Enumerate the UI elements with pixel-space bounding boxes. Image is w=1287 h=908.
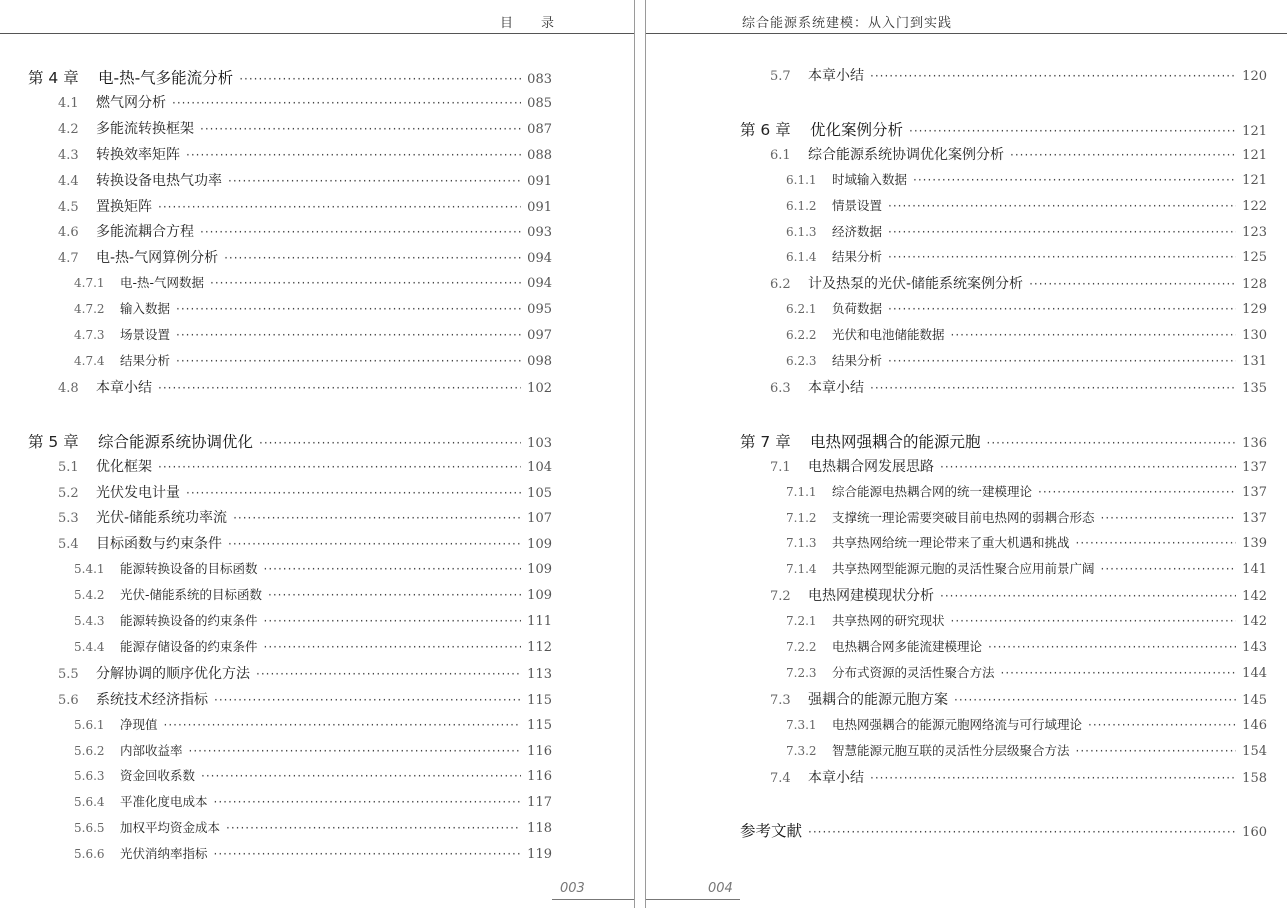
- toc-subsection-entry[interactable]: [786, 351, 1267, 371]
- toc-entry-page: 139: [1242, 536, 1267, 552]
- toc-entry-page: 085: [527, 95, 552, 111]
- toc-entry-page: 130: [1242, 328, 1267, 344]
- toc-section-entry[interactable]: [58, 170, 552, 190]
- toc-entry-number: 7.2.3: [786, 665, 817, 680]
- toc-entry-title: 结果分析: [120, 352, 171, 368]
- toc-section-entry[interactable]: [58, 663, 552, 683]
- toc-entry-title: 时域输入数据: [832, 171, 908, 187]
- toc-entry-number: 4.4: [58, 173, 79, 189]
- toc-entry-title: 支撑统一理论需要突破目前电热网的弱耦合形态: [832, 509, 1095, 525]
- toc-entry-page: 160: [1242, 825, 1267, 841]
- toc-entry-page: 128: [1242, 277, 1267, 293]
- toc-leader-dots: [228, 537, 521, 551]
- toc-entry-number: 6.2: [770, 277, 791, 293]
- toc-entry-number: 6.2.2: [786, 328, 817, 343]
- toc-leader-dots: [1029, 277, 1236, 291]
- toc-entry-number: 5.2: [58, 485, 79, 501]
- toc-subsection-entry[interactable]: [74, 741, 552, 761]
- toc-section-entry[interactable]: [58, 144, 552, 164]
- toc-leader-dots: [909, 124, 1236, 138]
- toc-section-entry[interactable]: [58, 247, 552, 267]
- toc-leader-dots: [1038, 485, 1236, 499]
- toc-subsection-entry[interactable]: [786, 482, 1267, 502]
- toc-subsection-entry[interactable]: [786, 325, 1267, 345]
- toc-entry-number: 6.2.1: [786, 302, 817, 317]
- toc-entry-page: 104: [527, 459, 552, 475]
- toc-entry-page: 154: [1242, 743, 1267, 759]
- toc-entry-page: 136: [1242, 435, 1267, 451]
- left-folio: 003: [560, 881, 585, 896]
- toc-leader-dots: [888, 354, 1236, 368]
- toc-subsection-entry[interactable]: [74, 611, 552, 631]
- toc-subsection-entry[interactable]: [74, 559, 552, 579]
- toc-entry-page: 087: [527, 121, 552, 137]
- toc-entry-title: 情景设置: [832, 197, 883, 213]
- toc-entry-title: 电-热-气网算例分析: [96, 250, 219, 267]
- toc-subsection-entry[interactable]: [786, 533, 1267, 553]
- toc-entry-title: 强耦合的能源元胞方案: [808, 691, 948, 708]
- toc-entry-title: 光伏发电计量: [96, 484, 180, 501]
- toc-entry-title: 综合能源系统协调优化案例分析: [808, 146, 1004, 163]
- toc-entry-title: 光伏-储能系统功率流: [96, 510, 228, 527]
- toc-entry-number: 4.3: [58, 147, 79, 163]
- toc-leader-dots: [1101, 511, 1237, 525]
- toc-leader-dots: [1076, 536, 1237, 550]
- toc-entry-page: 116: [527, 769, 552, 785]
- toc-entry-page: 146: [1242, 717, 1267, 733]
- toc-entry-page: 142: [1242, 589, 1267, 605]
- toc-leader-dots: [268, 588, 521, 602]
- toc-leader-dots: [164, 718, 522, 732]
- toc-section-entry[interactable]: [770, 65, 1267, 85]
- toc-entry-number: 5.6: [58, 692, 79, 708]
- toc-entry-title: 智慧能源元胞互联的灵活性分层级聚合方法: [832, 742, 1070, 758]
- toc-leader-dots: [870, 69, 1236, 83]
- toc-entry-page: 121: [1242, 172, 1267, 188]
- toc-entry-page: 109: [527, 537, 552, 553]
- toc-leader-dots: [264, 614, 522, 628]
- toc-entry-page: 120: [1242, 69, 1267, 84]
- toc-entry-number: 6.1.4: [786, 250, 817, 265]
- toc-entry-page: 125: [1242, 250, 1267, 266]
- toc-section-entry[interactable]: [58, 221, 552, 241]
- toc-section-entry[interactable]: [58, 118, 552, 138]
- left-page: [0, 0, 634, 908]
- toc-entry-number: 第 7 章: [740, 432, 791, 451]
- toc-entry-number: 4.7.3: [74, 328, 105, 342]
- toc-entry-number: 5.4: [58, 537, 79, 553]
- toc-entry-title: 分布式资源的灵活性聚合方法: [832, 664, 995, 680]
- toc-leader-dots: [214, 693, 521, 707]
- toc-entry-number: 7.3.2: [786, 743, 817, 758]
- toc-section-entry[interactable]: [770, 273, 1267, 293]
- toc-section-entry[interactable]: [58, 689, 552, 709]
- toc-entry-title: 多能流耦合方程: [96, 224, 194, 241]
- toc-chapter-entry[interactable]: [28, 430, 552, 450]
- toc-entry-page: 088: [527, 147, 552, 163]
- toc-leader-dots: [176, 328, 521, 342]
- toc-leader-dots: [1010, 148, 1236, 162]
- toc-entry-number: 5.6.1: [74, 717, 105, 732]
- toc-leader-dots: [951, 614, 1237, 628]
- toc-entry-number: 5.6.4: [74, 795, 105, 810]
- toc-entry-title: 多能流转换框架: [96, 120, 194, 137]
- toc-entry-page: 121: [1242, 147, 1267, 163]
- toc-entry-title: 能源转换设备的约束条件: [120, 613, 258, 628]
- toc-entry-number: 5.6.3: [74, 769, 105, 784]
- toc-section-entry[interactable]: [58, 377, 552, 397]
- toc-leader-dots: [888, 225, 1236, 239]
- toc-entry-page: 094: [527, 251, 552, 267]
- toc-entry-title: 能源转换设备的目标函数: [120, 561, 258, 577]
- toc-entry-number: 第 6 章: [740, 120, 791, 139]
- toc-leader-dots: [189, 744, 522, 758]
- toc-entry-number: 7.1.3: [786, 536, 817, 551]
- toc-leader-dots: [888, 250, 1236, 264]
- toc-entry-page: 117: [527, 795, 552, 811]
- toc-section-entry[interactable]: [770, 585, 1267, 605]
- toc-subsection-entry[interactable]: [74, 637, 552, 657]
- toc-section-entry[interactable]: [770, 377, 1267, 397]
- toc-leader-dots: [200, 122, 521, 136]
- toc-entry-page: 119: [527, 847, 552, 863]
- toc-section-entry[interactable]: [58, 507, 552, 527]
- toc-entry-number: 5.4.2: [74, 588, 105, 603]
- toc-entry-number: 6.1.1: [786, 172, 817, 187]
- toc-entry-title: 电-热-气网数据: [120, 275, 205, 291]
- toc-leader-dots: [940, 589, 1236, 603]
- toc-entry-title: 光伏和电池储能数据: [832, 327, 945, 343]
- toc-entry-page: 143: [1242, 640, 1267, 655]
- left-running-head: 目录: [500, 16, 583, 31]
- toc-entry-title: 本章小结: [808, 68, 864, 84]
- toc-entry-number: 4.6: [58, 225, 79, 241]
- toc-entry-title: 共享热网的研究现状: [832, 613, 945, 629]
- toc-entry-page: 118: [527, 821, 552, 837]
- toc-entry-title: 经济数据: [832, 223, 883, 239]
- toc-entry-page: 097: [527, 328, 552, 343]
- toc-entry-number: 7.2: [770, 589, 791, 605]
- toc-leader-dots: [988, 640, 1236, 654]
- toc-entry-number: 7.1.2: [786, 510, 817, 525]
- toc-leader-dots: [158, 381, 521, 395]
- toc-subsection-entry[interactable]: [74, 273, 552, 293]
- toc-entry-page: 137: [1242, 459, 1267, 475]
- toc-chapter-entry[interactable]: [740, 819, 1267, 839]
- left-header-rule: [0, 33, 634, 34]
- toc-leader-dots: [226, 821, 521, 835]
- toc-entry-title: 目标函数与约束条件: [96, 536, 222, 553]
- toc-entry-page: 095: [527, 302, 552, 318]
- toc-entry-title: 平准化度电成本: [120, 794, 208, 810]
- toc-entry-number: 7.1: [770, 459, 791, 475]
- toc-entry-page: 113: [527, 666, 552, 682]
- right-page: [646, 0, 1287, 908]
- toc-leader-dots: [1101, 562, 1237, 576]
- toc-leader-dots: [186, 148, 521, 162]
- toc-entry-title: 光伏-储能系统的目标函数: [120, 587, 263, 603]
- toc-entry-page: 135: [1242, 380, 1267, 396]
- toc-entry-number: 7.3.1: [786, 717, 817, 732]
- toc-entry-title: 内部收益率: [120, 742, 183, 758]
- toc-entry-number: 7.1.1: [786, 484, 817, 499]
- toc-entry-page: 123: [1242, 224, 1267, 240]
- toc-entry-page: 115: [527, 692, 552, 708]
- toc-entry-title: 综合能源电热耦合网的统一建模理论: [832, 483, 1033, 499]
- toc-leader-dots: [214, 795, 522, 809]
- toc-entry-page: 144: [1242, 665, 1267, 681]
- toc-entry-number: 5.4.1: [74, 562, 105, 577]
- toc-entry-page: 122: [1242, 198, 1267, 214]
- toc-leader-dots: [870, 771, 1236, 785]
- toc-entry-number: 5.7: [770, 69, 791, 84]
- toc-subsection-entry[interactable]: [74, 844, 552, 864]
- toc-entry-title: 电热耦合网多能流建模理论: [832, 639, 983, 654]
- toc-entry-page: 112: [527, 639, 552, 655]
- toc-entry-number: 5.4.4: [74, 639, 105, 654]
- toc-leader-dots: [239, 72, 521, 86]
- toc-entry-number: 4.1: [58, 95, 79, 111]
- toc-entry-number: 4.7.1: [74, 276, 105, 291]
- toc-leader-dots: [808, 825, 1236, 839]
- toc-entry-number: 7.3: [770, 692, 791, 708]
- toc-entry-title: 转换效率矩阵: [96, 146, 180, 163]
- toc-subsection-entry[interactable]: [74, 792, 552, 812]
- toc-entry-title: 资金回收系数: [120, 768, 196, 784]
- toc-leader-dots: [233, 511, 521, 525]
- toc-entry-page: 109: [527, 588, 552, 604]
- toc-subsection-entry[interactable]: [786, 637, 1267, 657]
- toc-subsection-entry[interactable]: [786, 247, 1267, 267]
- toc-leader-dots: [888, 199, 1236, 213]
- toc-entry-title: 本章小结: [96, 379, 152, 396]
- toc-entry-number: 5.1: [58, 459, 79, 475]
- toc-entry-number: 5.6.5: [74, 821, 105, 836]
- toc-entry-number: 7.4: [770, 770, 791, 786]
- toc-leader-dots: [1001, 666, 1237, 680]
- toc-entry-title: 参考文献: [740, 822, 803, 841]
- toc-entry-page: 083: [527, 72, 552, 87]
- toc-entry-page: 116: [527, 743, 552, 759]
- toc-entry-number: 4.7.4: [74, 353, 105, 368]
- toc-entry-number: 5.5: [58, 666, 79, 682]
- toc-entry-page: 094: [527, 276, 552, 292]
- toc-entry-number: 6.3: [770, 380, 791, 396]
- toc-subsection-entry[interactable]: [74, 766, 552, 786]
- toc-subsection-entry[interactable]: [74, 818, 552, 838]
- toc-chapter-entry[interactable]: [740, 430, 1267, 450]
- toc-subsection-entry[interactable]: [786, 508, 1267, 528]
- toc-entry-number: 6.1: [770, 147, 791, 163]
- toc-entry-page: 145: [1242, 692, 1267, 708]
- toc-leader-dots: [224, 251, 521, 265]
- toc-entry-page: 111: [527, 614, 552, 629]
- toc-section-entry[interactable]: [58, 482, 552, 502]
- toc-entry-page: 091: [527, 199, 552, 215]
- toc-leader-dots: [264, 562, 522, 576]
- right-running-head: 综合能源系统建模：从入门到实践: [742, 16, 953, 31]
- toc-leader-dots: [158, 460, 521, 474]
- toc-section-entry[interactable]: [770, 456, 1267, 476]
- toc-leader-dots: [888, 302, 1236, 316]
- toc-chapter-entry[interactable]: [28, 66, 552, 86]
- toc-entry-page: 098: [527, 353, 552, 369]
- toc-entry-title: 净现值: [120, 716, 158, 732]
- toc-entry-number: 4.7.2: [74, 302, 105, 317]
- toc-entry-page: 115: [527, 717, 552, 733]
- toc-entry-number: 5.6.6: [74, 847, 105, 862]
- toc-entry-title: 系统技术经济指标: [96, 691, 208, 708]
- right-folio: 004: [708, 881, 733, 896]
- toc-leader-dots: [940, 460, 1236, 474]
- toc-entry-title: 输入数据: [120, 301, 171, 317]
- toc-entry-title: 置换矩阵: [96, 198, 152, 215]
- toc-leader-dots: [176, 302, 521, 316]
- toc-entry-title: 优化案例分析: [810, 120, 904, 139]
- toc-entry-title: 本章小结: [808, 769, 864, 786]
- toc-entry-title: 分解协调的顺序优化方法: [96, 665, 250, 682]
- toc-leader-dots: [256, 667, 521, 681]
- toc-subsection-entry[interactable]: [786, 196, 1267, 216]
- toc-entry-page: 091: [527, 173, 552, 189]
- toc-entry-title: 电-热-气多能流分析: [98, 69, 234, 87]
- toc-leader-dots: [214, 847, 522, 861]
- toc-entry-title: 电热网建模现状分析: [808, 588, 934, 605]
- toc-leader-dots: [954, 693, 1236, 707]
- toc-section-entry[interactable]: [770, 144, 1267, 164]
- toc-subsection-entry[interactable]: [786, 170, 1267, 190]
- toc-entry-number: 4.7: [58, 251, 79, 267]
- toc-leader-dots: [951, 328, 1237, 342]
- toc-entry-title: 优化框架: [96, 458, 152, 475]
- toc-leader-dots: [158, 200, 521, 214]
- toc-section-entry[interactable]: [770, 689, 1267, 709]
- toc-entry-title: 结果分析: [832, 249, 883, 265]
- toc-entry-page: 137: [1242, 510, 1267, 526]
- toc-subsection-entry[interactable]: [74, 715, 552, 735]
- toc-entry-number: 7.2.1: [786, 614, 817, 629]
- toc-subsection-entry[interactable]: [74, 325, 552, 345]
- toc-entry-number: 6.1.3: [786, 224, 817, 239]
- toc-subsection-entry[interactable]: [74, 299, 552, 319]
- toc-section-entry[interactable]: [770, 767, 1267, 787]
- toc-entry-page: 142: [1242, 614, 1267, 630]
- toc-entry-page: 103: [527, 435, 552, 451]
- toc-entry-title: 负荷数据: [832, 301, 883, 317]
- right-folio-rule: [646, 899, 740, 900]
- toc-subsection-entry[interactable]: [786, 663, 1267, 683]
- gutter-line-left: [634, 0, 635, 908]
- toc-subsection-entry[interactable]: [786, 611, 1267, 631]
- toc-entry-number: 6.1.2: [786, 198, 817, 213]
- toc-entry-title: 本章小结: [808, 379, 864, 396]
- toc-entry-page: 105: [527, 485, 552, 501]
- toc-entry-number: 4.8: [58, 380, 79, 396]
- toc-entry-title: 计及热泵的光伏-储能系统案例分析: [808, 276, 1024, 293]
- toc-leader-dots: [1088, 718, 1236, 732]
- toc-subsection-entry[interactable]: [74, 585, 552, 605]
- toc-leader-dots: [172, 96, 521, 110]
- toc-entry-title: 场景设置: [120, 327, 171, 342]
- toc-subsection-entry[interactable]: [786, 741, 1267, 761]
- toc-entry-page: 158: [1242, 770, 1267, 786]
- toc-subsection-entry[interactable]: [786, 715, 1267, 735]
- toc-entry-title: 结果分析: [832, 353, 883, 368]
- toc-leader-dots: [228, 174, 521, 188]
- toc-entry-page: 141: [1242, 562, 1267, 578]
- toc-entry-number: 5.3: [58, 511, 79, 527]
- toc-entry-title: 共享热网给统一理论带来了重大机遇和挑战: [832, 535, 1070, 551]
- toc-leader-dots: [210, 276, 521, 290]
- toc-entry-number: 5.6.2: [74, 743, 105, 758]
- toc-entry-number: 7.2.2: [786, 640, 817, 654]
- toc-leader-dots: [201, 769, 521, 783]
- toc-entry-title: 转换设备电热气功率: [96, 172, 222, 189]
- toc-leader-dots: [1076, 744, 1237, 758]
- toc-chapter-entry[interactable]: [740, 118, 1267, 138]
- toc-entry-number: 第 5 章: [28, 432, 79, 451]
- toc-entry-title: 综合能源系统协调优化: [98, 432, 254, 451]
- toc-section-entry[interactable]: [58, 92, 552, 112]
- toc-subsection-entry[interactable]: [74, 351, 552, 371]
- toc-subsection-entry[interactable]: [786, 299, 1267, 319]
- toc-entry-title: 光伏消纳率指标: [120, 846, 208, 862]
- toc-subsection-entry[interactable]: [786, 222, 1267, 242]
- toc-leader-dots: [176, 354, 521, 368]
- right-header-rule: [646, 33, 1287, 34]
- toc-leader-dots: [913, 173, 1236, 187]
- toc-leader-dots: [987, 436, 1237, 450]
- left-folio-rule: [552, 899, 634, 900]
- toc-entry-title: 共享热网型能源元胞的灵活性聚合应用前景广阔: [832, 561, 1095, 577]
- toc-leader-dots: [870, 381, 1236, 395]
- toc-section-entry[interactable]: [58, 196, 552, 216]
- toc-entry-number: 4.5: [58, 199, 79, 215]
- toc-entry-number: 4.2: [58, 121, 79, 137]
- toc-leader-dots: [200, 225, 521, 239]
- toc-entry-page: 121: [1242, 123, 1267, 139]
- toc-entry-number: 7.1.4: [786, 562, 817, 577]
- toc-entry-page: 093: [527, 225, 552, 241]
- toc-entry-page: 107: [527, 511, 552, 527]
- toc-entry-title: 能源存储设备的约束条件: [120, 638, 258, 654]
- toc-entry-number: 5.4.3: [74, 614, 105, 628]
- toc-entry-page: 131: [1242, 354, 1267, 369]
- toc-entry-title: 燃气网分析: [96, 94, 166, 111]
- toc-leader-dots: [264, 640, 522, 654]
- toc-entry-page: 129: [1242, 302, 1267, 318]
- toc-entry-number: 第 4 章: [28, 69, 79, 87]
- toc-entry-page: 109: [527, 562, 552, 578]
- toc-entry-title: 加权平均资金成本: [120, 820, 221, 836]
- toc-leader-dots: [186, 486, 521, 500]
- toc-section-entry[interactable]: [58, 533, 552, 553]
- toc-section-entry[interactable]: [58, 456, 552, 476]
- toc-entry-number: 6.2.3: [786, 354, 817, 368]
- toc-entry-title: 电热网强耦合的能源元胞: [810, 432, 981, 451]
- toc-entry-page: 137: [1242, 484, 1267, 500]
- toc-leader-dots: [259, 436, 521, 450]
- toc-entry-page: 102: [527, 380, 552, 396]
- toc-subsection-entry[interactable]: [786, 559, 1267, 579]
- toc-entry-title: 电热网强耦合的能源元胞网络流与可行域理论: [832, 716, 1083, 732]
- toc-entry-title: 电热耦合网发展思路: [808, 458, 934, 475]
